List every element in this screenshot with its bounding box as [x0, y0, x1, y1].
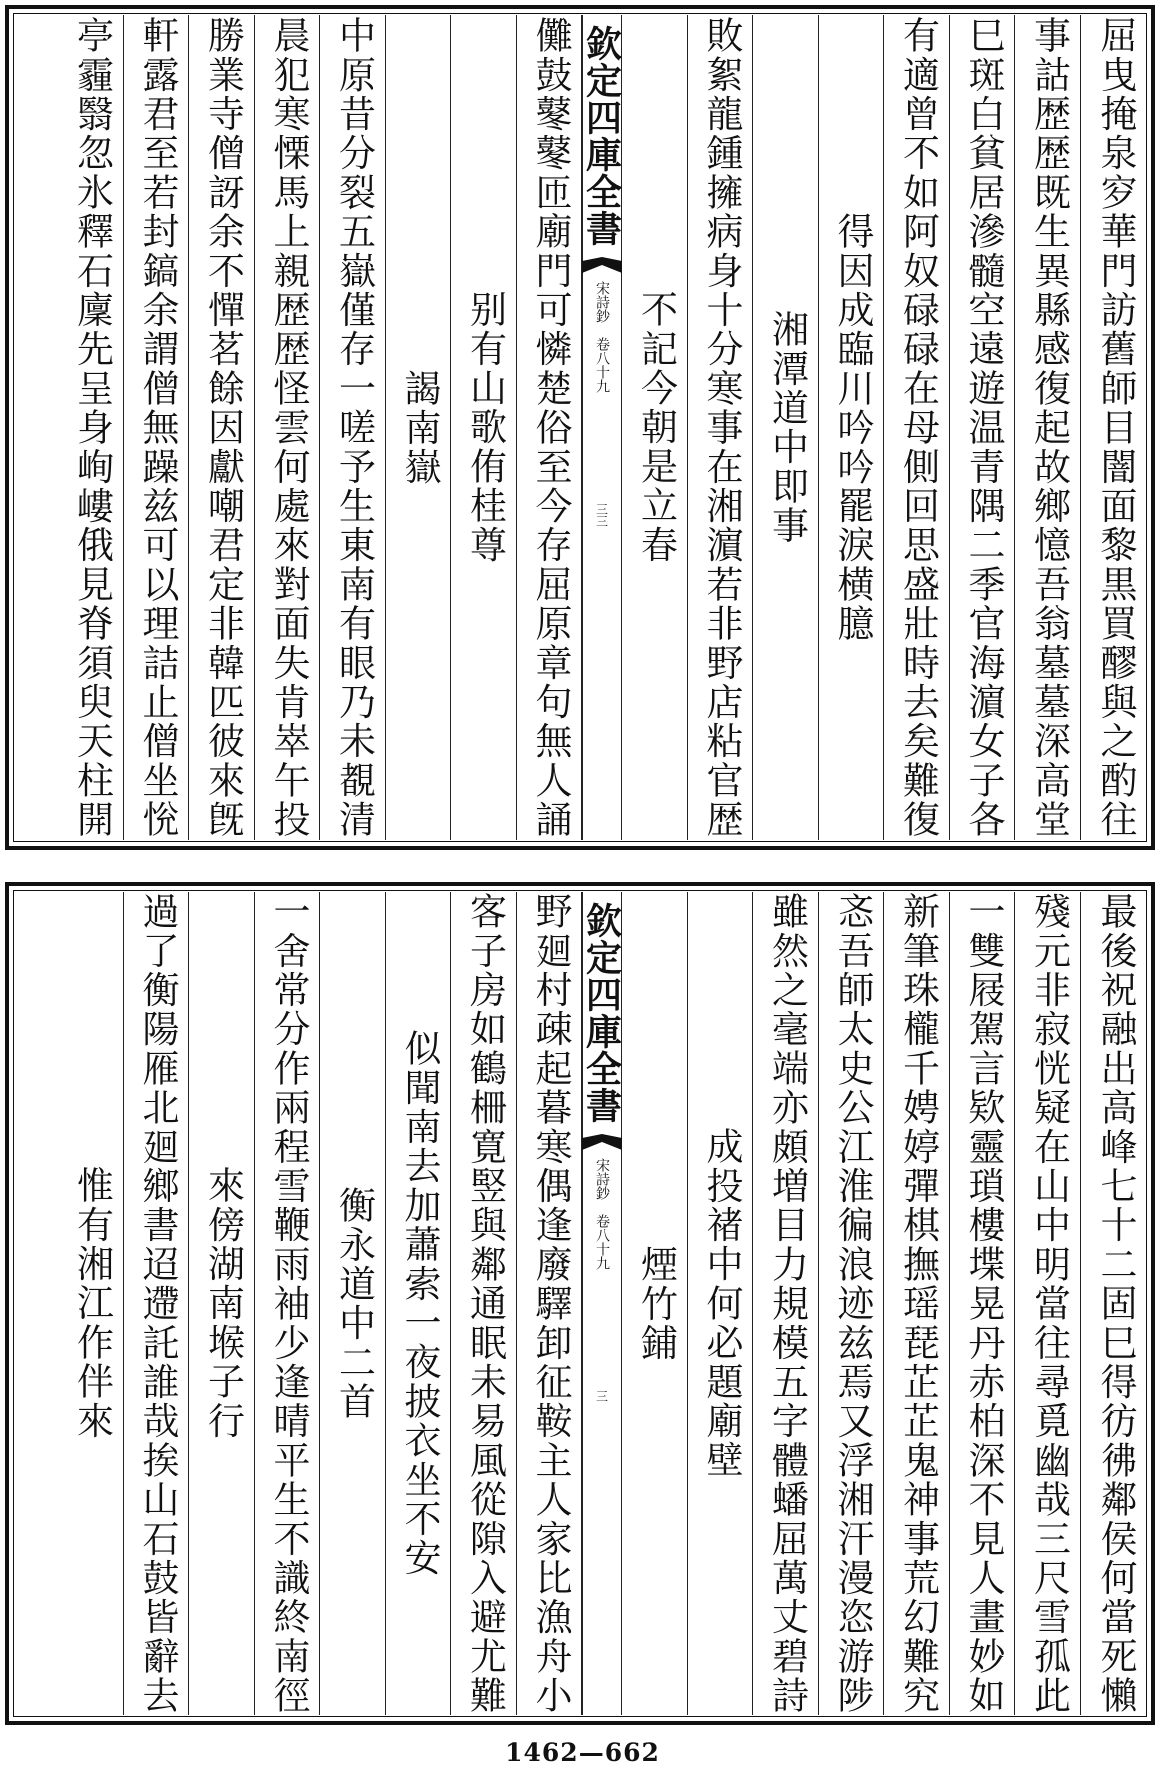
- column-text: 湘潭道中即事: [765, 309, 809, 546]
- column-text: 謁南嶽: [398, 368, 441, 487]
- column-text: 來傍湖南堠子行: [201, 1166, 245, 1441]
- column-text: 有適曾不如阿奴碌碌在母側回思盛壯時去矣難復: [896, 15, 940, 840]
- column-text: 勝業寺僧訝余不憚茗餘因獻嘲君定非韓匹彼來旣: [201, 15, 245, 840]
- column-text: 敗絮龍鍾擁病身十分寒事在湘濵若非野店粘官歴: [700, 15, 743, 840]
- fish-tail-mark-icon: [582, 1134, 622, 1150]
- text-column: [517, 892, 583, 1715]
- column-text: 忞吾師太史公江淮徧浪迹兹焉又浮湘汗漫恣游陟: [831, 892, 874, 1715]
- text-column: [819, 892, 885, 1715]
- column-text: 事詁歴歴既生異縣感復起故鄉憶吾翁墓墓深高堂: [1027, 15, 1071, 840]
- center-title: 欽定四庫全書: [580, 902, 623, 1124]
- text-column: [1081, 892, 1147, 1715]
- column-text: 巳斑白貧居滲髓空遠遊温青隅二季官海濵女子各: [962, 15, 1005, 840]
- text-column: [884, 892, 950, 1715]
- text-column: [688, 892, 754, 1715]
- column-text: 不記今朝是立春: [634, 290, 678, 565]
- column-text: 殘元非寂恍疑在山中明當往尋覓幽哉三尺雪孤此: [1027, 892, 1071, 1715]
- center-subtitle: 宋詩鈔 卷八十九: [594, 1158, 610, 1270]
- text-column: [189, 892, 255, 1715]
- column-text: 野廻村疎起暮寒偶逢廢驛卸征鞍主人家比漁舟小: [529, 892, 572, 1715]
- text-column: [753, 892, 819, 1715]
- column-text: 似聞南去加蕭索一夜披衣坐不安: [398, 1029, 441, 1578]
- text-column: [1015, 892, 1081, 1715]
- column-text: 客子房如鶴柵寛竪與鄰通眠未易風從隙入避尤難: [463, 892, 507, 1715]
- page-footer-number: 1462—662: [505, 1738, 660, 1767]
- column-text: 成投禇中何必題廟壁: [700, 1127, 743, 1480]
- center-subtitle: 宋詩鈔 卷八十九: [594, 281, 610, 393]
- folio-number: 三: [594, 1390, 609, 1403]
- column-text: 軒露君至若封鎬余謂僧無躁兹可以理詰止僧坐恱: [136, 15, 179, 840]
- text-column: [451, 892, 517, 1715]
- column-text: 雖然之毫端亦頗増目力規模五字體蟠屈萬丈碧詩: [765, 892, 809, 1715]
- text-column: [58, 892, 124, 1715]
- column-text: 最後祝融出高峰七十二固巳得彷彿鄰侯何當死懶: [1094, 892, 1137, 1715]
- column-text: 得因成臨川吟吟罷淚横臆: [831, 211, 874, 644]
- column-text: 屈曳掩泉穸華門訪舊師目闇面黎黒買醪與之酌往: [1094, 15, 1137, 840]
- column-text: 衡永道中二首: [332, 1185, 376, 1422]
- column-text: 一舍常分作兩程雪鞭雨袖少逢晴平生不識終南徑: [267, 892, 310, 1715]
- column-text: 一雙屐駕言欵靈瑣樓堞晃丹赤柏深不見人畫妙如: [962, 892, 1005, 1715]
- center-title: 欽定四庫全書: [580, 25, 623, 247]
- column-text: 過了衡陽雁北廻鄉書迢遰託誰哉挨山石鼓皆辭去: [136, 892, 179, 1715]
- column-text: 别有山歌侑桂尊: [463, 290, 507, 565]
- column-text: 儺鼓鼕鼕匝廟門可憐楚俗至今存屈原章句無人誦: [529, 15, 572, 840]
- text-column: [622, 892, 688, 1715]
- center-fold: [582, 892, 622, 1715]
- text-column: [255, 892, 321, 1715]
- column-text: 晨犯寒慄馬上親歴歴怪雲何處來對面失肯崒午投: [267, 15, 310, 840]
- column-text: 新筆珠櫳千娉婷彈棋撫瑶琵芷芷鬼神事荒幻難究: [896, 892, 940, 1715]
- folio-number: 三三: [594, 502, 609, 527]
- column-text: 煙竹鋪: [634, 1244, 678, 1363]
- text-column: [320, 892, 386, 1715]
- text-column: [386, 892, 452, 1715]
- text-column: [124, 892, 190, 1715]
- column-text: 惟有湘江作伴來: [70, 1166, 114, 1441]
- column-text: 亭霾翳忽氷釋石廩先呈身峋嶁俄見脊須臾天柱開: [70, 15, 114, 840]
- column-text: 中原昔分裂五嶽僅存一嗟予生東南有眼乃未覩清: [332, 15, 376, 840]
- text-column: [950, 892, 1016, 1715]
